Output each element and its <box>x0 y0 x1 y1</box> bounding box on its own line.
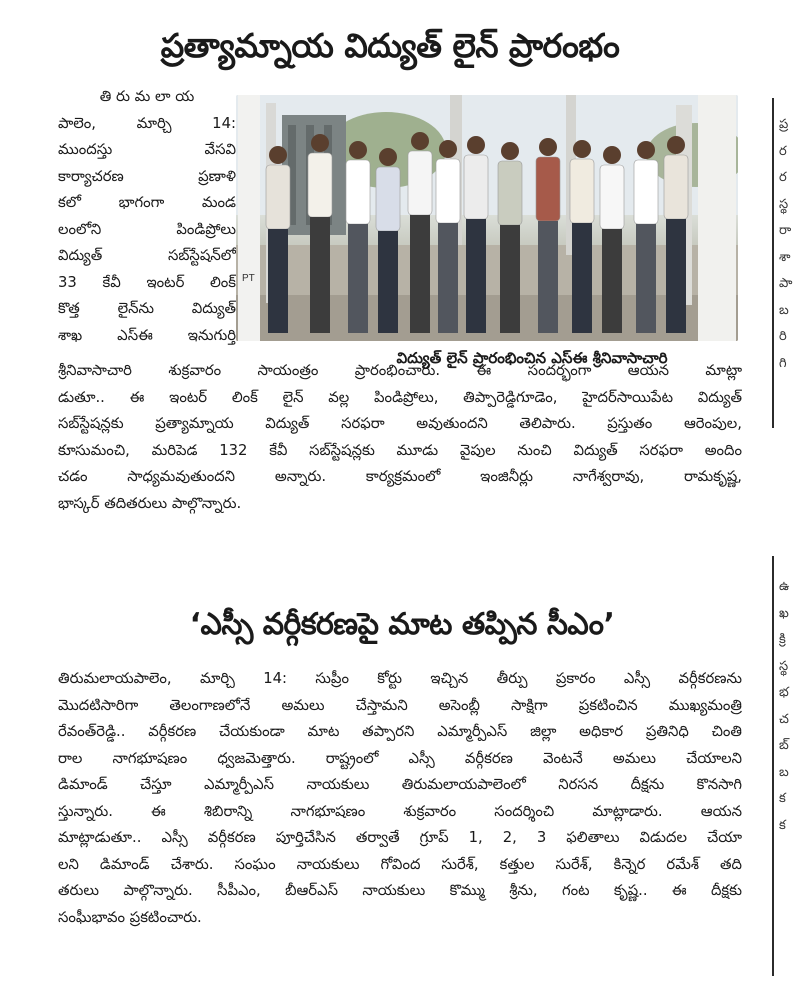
body-text-line: సబ్‌స్టేషన్లకు ప్రత్యామ్నాయ విద్యుత్ సరఫరా అవుతుందని తెలిపారు. ప్రస్తుతం ఆరెంపుల, <box>58 415 742 432</box>
person-head <box>269 146 287 164</box>
person-head <box>311 134 329 152</box>
person-body <box>634 160 658 224</box>
person-head <box>637 141 655 159</box>
body-text-line: భాస్కర్ తదితరులు పాల్గొన్నారు. <box>58 494 242 512</box>
column-text-line: ముందస్తు వేసవి <box>58 141 236 158</box>
person-legs <box>378 231 398 333</box>
adjacent-column-fragment: స్థ <box>779 658 789 674</box>
adjacent-column-fragment: క <box>779 791 786 806</box>
column-text-line: పాలెం, మార్చి 14: <box>58 114 236 132</box>
person-body <box>570 159 594 223</box>
body-text-line: తరులు పాల్గొన్నారు. సీపీఎం, బీఆర్ఎస్ నాయకులు కొమ్ము శ్రీను, గంట కృష్ణ.. ఈ దీక్షకు <box>58 882 742 899</box>
body-text-line: రాల నాగభూషణం ధ్వజమెత్తారు. రాష్ట్రంలో ఎస్సీ వర్గీకరణ వెంటనే అమలు చేయాలని <box>58 749 742 767</box>
body-text-line: మొదటిసారిగా తెలంగాణలోనే అమలు చేస్తామని అసెంబ్లీ సాక్షిగా ప్రకటించిన ముఖ్యమంత్రి <box>58 696 742 714</box>
headline-sc-classification: ‘ఎస్సీ వర్గీకరణపై మాట తప్పిన సీఎం’ <box>189 607 615 642</box>
person-legs <box>666 219 686 333</box>
body-text-line: శ్రీనివాసాచారి శుక్రవారం సాయంత్రం ప్రారంభించారు. ఈ సందర్భంగా ఆయన మాట్లా <box>58 362 742 379</box>
adjacent-column-fragment: పా <box>779 276 793 291</box>
article1-body <box>58 358 742 517</box>
person-body <box>600 165 624 229</box>
article1-column-text <box>58 84 236 349</box>
adjacent-column-fragment: బ <box>779 764 789 780</box>
person-legs <box>268 229 288 333</box>
person-legs <box>310 217 330 333</box>
person-head <box>467 136 485 154</box>
body-text-line: స్తున్నారు. ఈ శిబిరాన్ని నాగభూషణం శుక్రవారం సందర్శించి మాట్లాడారు. ఆయన <box>58 802 742 820</box>
person-head <box>539 138 557 156</box>
column-text-line: లంలోని పిండిప్రోలు <box>58 220 236 238</box>
person-head <box>667 136 685 154</box>
photo-caption: విద్యుత్ లైన్ ప్రారంభించిన ఎస్ఈ శ్రీనివాసాచారి <box>396 349 668 367</box>
adjacent-column-fragment: రా <box>779 223 792 238</box>
column-text-line: శాఖ ఎస్ఈ ఇనుగుర్తి <box>58 326 236 344</box>
person-head <box>439 140 457 158</box>
person-head <box>573 140 591 158</box>
body-text-line: చడం సాధ్యమవుతుందని అన్నారు. కార్యక్రమంలో ఇంజినీర్లు నాగేశ్వరావు, రామకృష్ణ, <box>58 468 742 485</box>
adjacent-column-fragment: భ <box>779 685 789 700</box>
adjacent-column-fragment: చ <box>779 711 789 727</box>
adjacent-column-fragment: ర <box>779 170 787 185</box>
person-body <box>664 155 688 219</box>
body-text-line: డుతూ.. ఈ ఇంటర్ లింక్ లైన్ వల్ల పిండిప్రోలు, తిప్పారెడ్డిగూడెం, హైదర్‌సాయిపేట విద్యుత్ <box>58 388 742 406</box>
right-column-fragments-bottom <box>779 574 800 839</box>
adjacent-column-fragment: క <box>779 817 786 833</box>
person-head <box>349 141 367 159</box>
person-head <box>379 148 397 166</box>
person-body <box>536 157 560 221</box>
column-separator-top <box>772 98 774 428</box>
group-photo-illustration <box>236 95 738 341</box>
column-text-line: 33 కేవీ ఇంటర్ లింక్ <box>58 273 236 291</box>
person-head <box>411 132 429 150</box>
body-text-line: కూసుమంచి, మరిపెడ 132 కేవీ సబ్‌స్టేషన్లకు మూడు వైపుల నుంచి విద్యుత్ సరఫరా అందిం <box>58 441 742 459</box>
body-text-line: సంఘీభావం ప్రకటించారు. <box>58 908 202 926</box>
person-head <box>603 146 621 164</box>
person-legs <box>538 221 558 333</box>
adjacent-column-fragment: గి <box>779 355 787 371</box>
person-legs <box>636 224 656 333</box>
adjacent-column-fragment: బ <box>779 302 789 318</box>
article2-body <box>58 666 742 931</box>
adjacent-column-fragment: రి <box>779 329 787 344</box>
person-head <box>501 142 519 160</box>
person-body <box>498 161 522 225</box>
body-text-line: డిమాండ్ చేస్తూ ఎమ్మార్పీఎస్ నాయకులు తిరుమలాయపాలెంలో నిరసన దీక్షను కొనసాగి <box>58 776 742 793</box>
person-body <box>376 167 400 231</box>
right-column-fragments-top <box>779 112 800 377</box>
person-body <box>436 159 460 223</box>
person-legs <box>348 224 368 333</box>
person-legs <box>572 223 592 333</box>
body-text-line: రేవంత్‌రెడ్డి.. వర్గీకరణ చేయకుండా మాట తప్పారని ఎమ్మార్పీఎస్ జిల్లా అధికార ప్రతినిధి చింతి <box>58 723 742 740</box>
adjacent-column-fragment: ఖ <box>779 605 789 621</box>
adjacent-column-fragment: స్థ <box>779 196 789 212</box>
adjacent-column-fragment: ర <box>779 143 787 159</box>
person-body <box>464 155 488 219</box>
person-body <box>308 153 332 217</box>
body-text-line: తిరుమలాయపాలెం, మార్చి 14: సుప్రీం కోర్టు ఇచ్చిన తీర్పు ప్రకారం ఎస్సీ వర్గీకరణను <box>58 670 742 687</box>
column-text-line: కొత్త లైన్‌ను విద్యుత్ <box>58 300 236 317</box>
adjacent-column-fragment: ప్ర <box>779 117 789 132</box>
person-body <box>266 165 290 229</box>
headline-alternative-power-line: ప్రత్యామ్నాయ విద్యుత్ లైన్ ప్రారంభం <box>160 26 620 65</box>
column-separator-bottom <box>772 556 774 976</box>
news-photo <box>236 95 738 341</box>
column-text-line: కలో భాగంగా మండ <box>58 194 236 211</box>
adjacent-column-fragment: క్రి <box>779 632 786 647</box>
person-legs <box>438 223 458 333</box>
column-text-line: తి రు మ లా య <box>99 88 195 105</box>
body-text-line: లని డిమాండ్ చేశారు. సంఘం నాయకులు గోవింద సురేశ్, కత్తుల సురేశ్, కిన్నెర రమేశ్ తది <box>58 855 742 873</box>
person-body <box>346 160 370 224</box>
person-legs <box>602 229 622 333</box>
adjacent-column-fragment: శా <box>779 249 791 265</box>
body-text-line: మాట్లాడుతూ.. ఎస్సీ వర్గీకరణ పూర్తిచేసిన తర్వాతే గ్రూప్ 1, 2, 3 ఫలితాలు విడుదల చేయా <box>58 829 742 846</box>
person-legs <box>466 219 486 333</box>
column-text-line: విద్యుత్ సబ్‌స్టేషన్‌లో <box>58 247 236 264</box>
person-legs <box>500 225 520 333</box>
photo-sign-text: PT <box>242 273 255 284</box>
person-body <box>408 151 432 215</box>
column-text-line: కార్యాచరణ ప్రణాళి <box>58 167 236 185</box>
adjacent-column-fragment: ఉ <box>779 579 790 594</box>
person-legs <box>410 215 430 333</box>
adjacent-column-fragment: బ్ <box>779 738 789 753</box>
